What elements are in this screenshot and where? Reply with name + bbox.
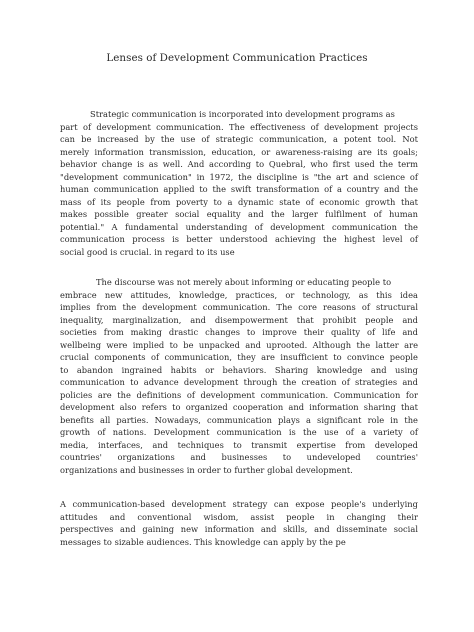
paragraph-2-line: countries' organizations and businesses to undeveloped countries' <box>60 452 418 462</box>
paragraph-2-line: media, interfaces, and techniques to transmit expertise from developed <box>60 439 418 450</box>
paragraph-3-line: attitudes and conventional wisdom, assist people in changing their <box>60 511 418 522</box>
paragraph-1-line: communication process is better understood achieving the highest level of <box>60 234 418 244</box>
paragraph-1-line: mass of its people from poverty to a dynamic state of economic growth that <box>60 196 418 207</box>
paragraph-3-line: messages to sizable audiences. This knowledge can apply by the pe <box>60 536 346 547</box>
paragraph-2-line: societies from making drastic changes to improve their quality of life and <box>60 327 418 337</box>
paragraph-2-line: communication to advance development through the creation of strategies and <box>60 377 418 387</box>
paragraph-2-line: organizations and businesses in order to further global development. <box>60 464 353 475</box>
paragraph-1-line: makes possible greater social equality and the larger fulfilment of human <box>60 209 418 219</box>
paragraph-2-line: wellbeing were implied to be unpacked and uprooted. Although the latter are <box>60 339 418 350</box>
paragraph-1-line: "development communication" in 1972, the discipline is "the art and science of <box>60 171 418 182</box>
paragraph-1-line: behavior change is as well. And according to Quebral, who first used the term <box>60 159 418 169</box>
paragraph-2-line: implies from the development communication. The core reasons of structural <box>60 302 418 312</box>
paragraph-1-line: human communication applied to the swift transformation of a country and the <box>60 184 418 194</box>
paragraph-2-line: benefits all parties. Nowadays, communication plays a significant role in the <box>60 414 418 425</box>
paragraph-2-line: development also refers to organized cooperation and information sharing that <box>60 402 418 412</box>
paragraph-3 <box>60 498 418 548</box>
paragraph-3-line: A communication-based development strategy can expose people's underlying <box>60 499 418 509</box>
paragraph-3-line: perspectives and gaining new information and skills, and disseminate social <box>60 524 418 534</box>
paragraph-1-line: part of development communication. The effectiveness of development projects <box>60 121 418 132</box>
paragraph-2-line: policies are the definitions of development communication. Communication for <box>60 389 418 400</box>
paragraph-1-line: Strategic communication is incorporated into development programs as <box>90 109 395 119</box>
paragraph-2-line: to abandon ingrained habits or behaviors. Sharing knowledge and using <box>60 364 418 375</box>
paragraph-2-line: growth of nations. Development communication is the use of a variety of <box>60 427 418 437</box>
page-title: Lenses of Development Communication Practices <box>106 52 368 64</box>
paragraph-1-line: merely information transmission, education, or awareness-raising are its goals; <box>60 146 418 157</box>
paragraph-2-line: The discourse was not merely about informing or educating people to <box>96 277 392 287</box>
paragraph-2-line: embrace new attitudes, knowledge, practices, or technology, as this idea <box>60 289 418 300</box>
paragraph-1-line: can be increased by the use of strategic communication, a potent tool. Not <box>60 134 418 144</box>
paragraph-2-line: crucial components of communication, they are insufficient to convince people <box>60 352 418 362</box>
paragraph-1-line: social good is crucial. in regard to its use <box>60 246 235 257</box>
paragraph-1 <box>60 108 418 258</box>
paragraph-2-line: inequality, marginalization, and disempowerment that prohibit people and <box>60 314 418 325</box>
paragraph-1-line: potential." A fundamental understanding of development communication the <box>60 221 418 232</box>
paragraph-2 <box>60 276 418 476</box>
